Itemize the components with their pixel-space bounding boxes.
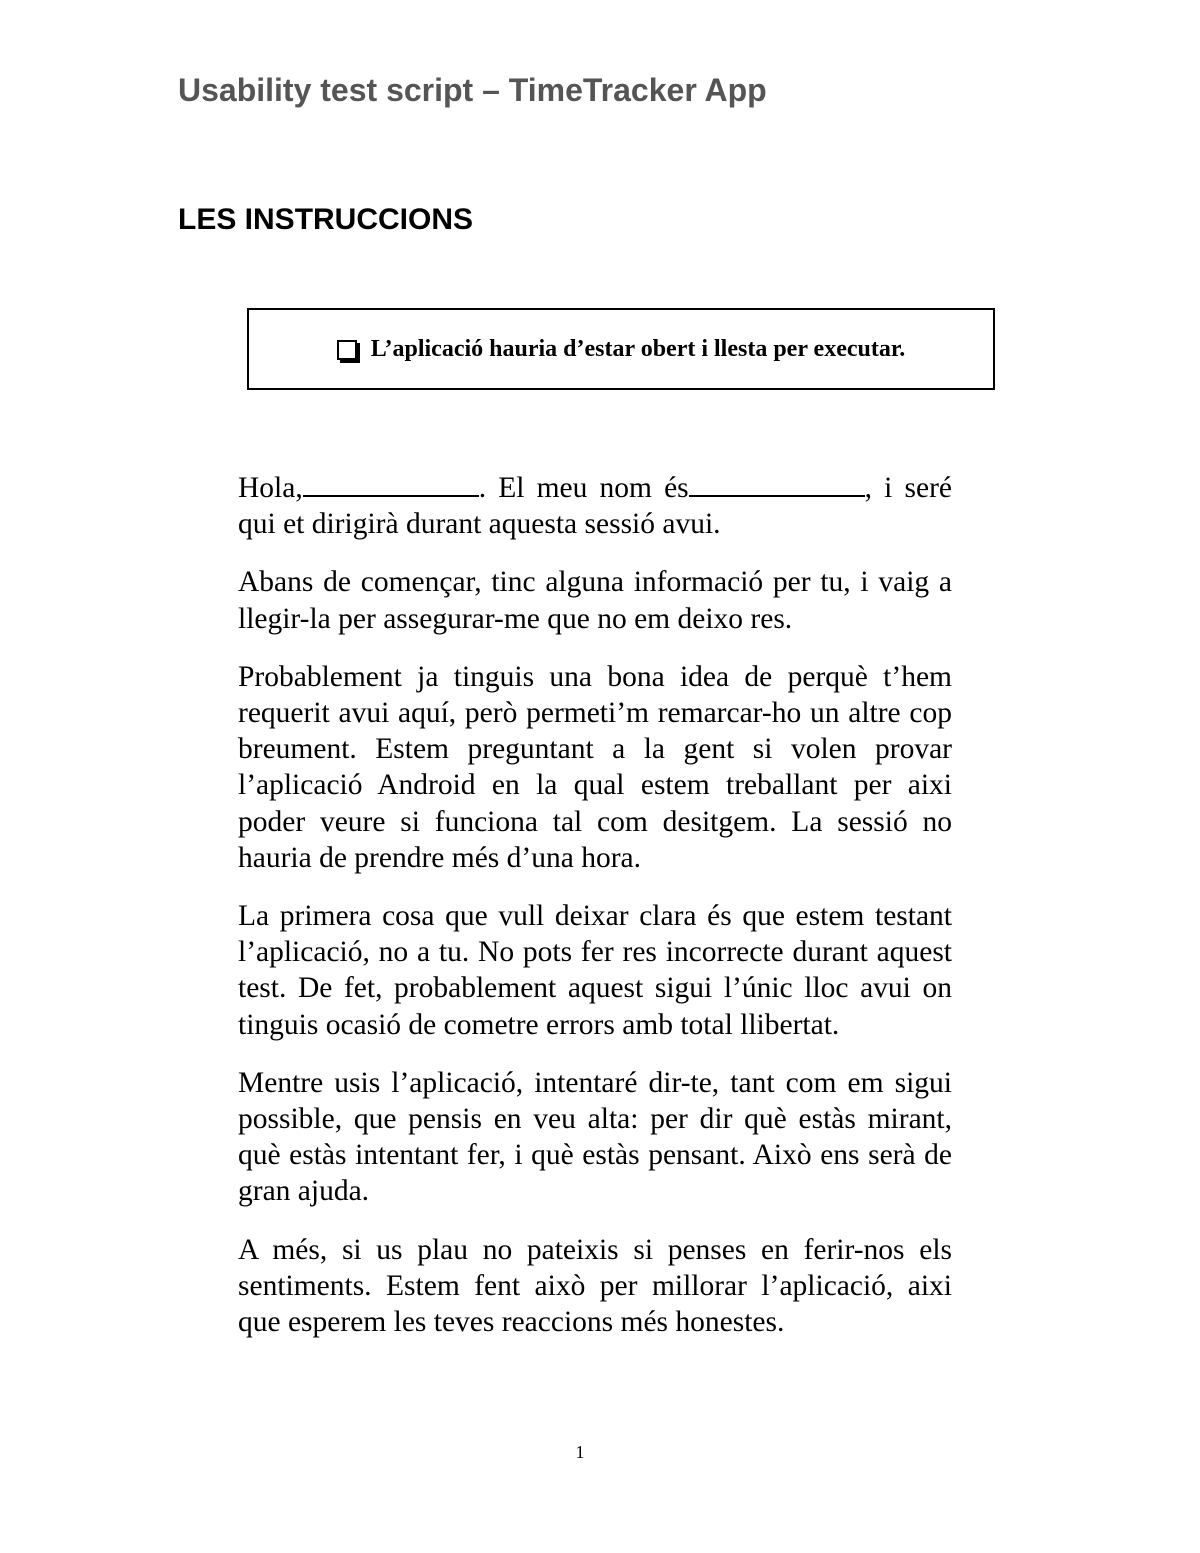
greeting-paragraph <box>238 470 952 542</box>
instruction-note-box <box>247 308 995 390</box>
participant-name-blank <box>303 473 479 497</box>
page-number: 1 <box>575 1442 585 1462</box>
greeting-part-3: , i seré qui et dirigirà durant aquesta sessió avui. <box>238 472 953 541</box>
facilitator-name-blank <box>689 473 865 497</box>
greeting-part-2: . El meu nom és <box>478 472 689 504</box>
script-body <box>238 470 952 1362</box>
instruction-note-text: L’aplicació hauria d’estar obert i llesta per executar. <box>370 336 906 362</box>
checkbox-icon <box>337 340 357 360</box>
paragraph-testing-app: La primera cosa que vull deixar clara és que estem testant l’aplicació, no a tu. No pots fer res incorrecte durant aquest test. De fet, probablement aquest sigui l’únic lloc avui on tinguis ocasió de cometre errors amb total llibertat. <box>238 900 952 1041</box>
greeting-part-1: Hola, <box>238 472 303 504</box>
paragraph-think-aloud: Mentre usis l’aplicació, intentaré dir-te, tant com em sigui possible, que pensis en veu alta: per dir què estàs mirant, què estàs intentant fer, i què estàs pensant. Això ens serà de gran ajuda. <box>238 1066 952 1208</box>
document-title: Usability test script – TimeTracker App <box>178 72 767 108</box>
paragraph-info: Abans de començar, tinc alguna informació per tu, i vaig a llegir-la per assegurar-me que no em deixo res. <box>238 566 952 635</box>
section-heading: LES INSTRUCCIONS <box>178 203 474 236</box>
paragraph-honesty: A més, si us plau no pateixis si penses en ferir-nos els sentiments. Estem fent això per millorar l’aplicació, aixi que esperem les teves reaccions més honestes. <box>238 1233 952 1339</box>
paragraph-purpose: Probablement ja tinguis una bona idea de perquè t’hem requerit avui aquí, però permeti’m remarcar-ho un altre cop breument. Estem preguntant a la gent si volen provar l’aplicació Android en la qual estem treballant per aixi poder veure si funciona tal com desitgem. La sessió no hauria de prendre més d’una hora. <box>238 660 952 874</box>
